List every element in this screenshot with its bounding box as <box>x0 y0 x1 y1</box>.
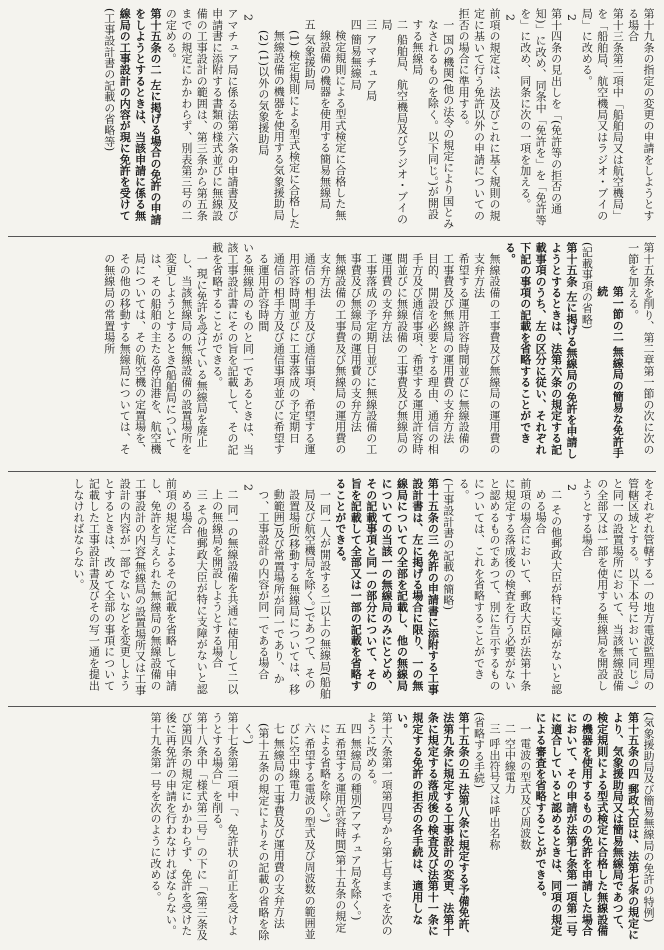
paragraph: 前項の場合において、郵政大臣が法第十条に規定する落成後の検査を行う必要がないと認めるものであつて、別に告示するものについては、これを省略することができる。 <box>457 478 532 691</box>
paragraph: 第十八条中「様式第二号」の下に「(第三条及び第四条の規定にかかわらず、免許を受けた後に再免許の申請を行わなければならない。 <box>164 712 209 941</box>
paragraph: (記載事項の省略) <box>580 242 594 330</box>
paragraph: アマチュア局に係る法第六条の申請書及び申請書に添附する書類の様式並びに無線設備の工事設計の範囲は、第三条から第五条までの規定にかかわらず、別表第三号の二の定める。 <box>164 8 240 221</box>
paragraph: 第十九条第一号を次のように改める。 <box>149 712 162 903</box>
paragraph: 目的、開設を必要とする理由、通信の相手方及び通信事項、希望する運用許容時間並びに無線設備の工事費及び無線局の運用費の支弁方法 <box>380 253 440 455</box>
paragraph: 無線設備の工事費及び無線局の運用費の支弁方法 <box>472 253 501 455</box>
paragraph: (工事設計書の記載の簡略) <box>441 478 455 611</box>
paragraph: (2) (1)以外の気象援助局 <box>256 30 270 156</box>
paragraph: 三 その他郵政大臣が特に支障がないと認める場合 <box>179 489 209 695</box>
paragraph: 無線設備の工事費及び無線局の運用費の支弁方法 <box>318 253 347 455</box>
paragraph: 四 無線局の種別(アマチュア局を除く。) <box>349 723 363 921</box>
paragraph: 2 <box>503 14 517 22</box>
paragraph: いる無線局のものと同一であるときは、当該工事設計書にその旨を記載して、その記載を省略することができる。 <box>210 242 255 455</box>
paragraph: 第十六条第一項第四号から第七号までを次のように改める。 <box>364 712 394 936</box>
paragraph: 通信の相手方及び通信事項、希望する運用許容時間並びに工事落成の予定期日 <box>287 253 317 455</box>
paragraph: 検定規則による型式検定に合格した無線設備の機器を使用する簡易無線局 <box>318 30 347 221</box>
paragraph: (1) 検定規則による型式検定に合格した無線設備の機器を使用する気象援助局 <box>272 30 301 230</box>
paragraph: 2 <box>241 14 255 22</box>
paragraph: 四 簡易無線局 <box>349 19 363 90</box>
paragraph: をそれぞれ管轄する一の地方電波監理局の管轄区域とする。以下本号において同じ。)と同一の設置場所において、当該無線設備の全部又は一部を使用する無線局を開設しようとする場合 <box>580 478 655 691</box>
paragraph: (気象援助局及び簡易無線局の免許の特例) <box>642 712 655 923</box>
paragraph: 三 呼出符号又は呼出名称 <box>487 723 501 850</box>
paragraph: 一 電波の型式及び周波数 <box>518 723 532 850</box>
paragraph: (省略する手続) <box>472 712 486 789</box>
article-heading: 第十五条の三 免許の申請書に添附する工事設計書は、左に掲げる場合に限り、一の無線局についての全部を記載し、他の無線局についての当該一の無線局のみにとどめ、その記載事項と同一の部分について、その旨を記載して全部又は一部の記載を省略することができる。 <box>333 478 440 695</box>
article-heading: 第十五条 左に掲げる無線局の免許を申請しようとするときは、法第六条の規定する記載事項のうち、左の区分に従い、それぞれ下記の事項の記載を省略することができる。 <box>503 242 578 459</box>
paragraph: 二 船舶局、航空機局及びラジオ・ブイの局 <box>380 19 409 225</box>
paragraph: 六 希望する電波の型式及び周波数の範囲並びに空中線電力 <box>287 723 317 940</box>
paragraph: 第十七条第二項中「、免許状の訂正を受けようとする場合」を削る。 <box>210 712 240 936</box>
paragraph: 工事落成の予定期日並びに無線設備の工事費及び無線局の運用費の支弁方法 <box>349 253 378 455</box>
paragraph: 一 国の機関(他の法令の規定により国とみなされるものを除く。以下同じ。)が開設する無線局 <box>410 19 455 229</box>
paragraph: 通信の相手方及び通信事項並びに希望する運用許容時間 <box>256 253 286 455</box>
paragraph: 2 <box>241 484 255 492</box>
paragraph: 七 無線局の工事費及び運用費の支弁方法(第十五条の規定によりその記載の省略を除く。) <box>241 723 286 941</box>
paragraph: 五 希望する運用許容時間(第十五条の規定による省略を除く。) <box>318 723 347 933</box>
paragraph: 第十九条の指定の変更の申請をしようとする場合 <box>626 8 655 221</box>
article-heading: 第十五条の五 法第八条に規定する予備免許、法第九条に規定する工事設計の変更、法第十条に規定する落成後の検査及び法第十一条に規定する免許の拒否の各手続は、適用しない。 <box>395 712 471 941</box>
article-heading: 第十五条の四 郵政大臣は、法第七条の規定により、気象援助局又は簡易無線局であつて、検定規則による型式検定に合格した無線設備の機器を使用するものの免許を申請した場合において、その申請が法第七条第一項第二号に適合していると認めるときは、同項の規定による審査を省略することができる。 <box>534 712 640 941</box>
paragraph: 第十三条第二項中「船舶局又は航空機局」を「船舶局、航空機局又はラジオ・ブイの局」に改める。 <box>580 8 625 221</box>
text-tier-4 <box>8 712 656 942</box>
paragraph: 希望する運用許容時間並びに無線設備の工事費及び無線局の運用費の支弁方法 <box>441 253 471 455</box>
text-tier-3 <box>8 478 656 700</box>
paragraph: 二 空中線電力 <box>503 723 517 794</box>
paragraph: 前項の規定は、法及びこれに基く規則の規定に基いて行う免許以外の申請についての拒否の場合に準用する。 <box>457 8 501 221</box>
tier-divider <box>8 471 656 472</box>
section-heading: 第一節の二 無線局の簡易な免許手続 <box>595 286 625 459</box>
text-tier-2 <box>8 242 656 464</box>
tier-divider <box>8 236 656 237</box>
paragraph: 2 <box>564 484 578 492</box>
article-heading: 第十五条の二 左に掲げる場合の免許の申請をしようとするときは、当該申請に係る無線局の工事設計の内容が現に免許を受けて <box>118 8 162 225</box>
paragraph: 一 現に免許を受けている無線局を廃止し、当該無線局の無線設備の設置場所を変更しようとするとき(船舶局については、その船舶の主たる停泊港を、航空機局については、その航空機の定置場を、その他の移動する無線局については、その無線局の常置場所 <box>102 253 209 455</box>
paragraph: 2 <box>564 14 578 22</box>
paragraph: 第十四条の見出しを「(免許等の拒否の通知)」に改め、同条中「免許を」を「免許等を」に改め、同条に次の一項を加える。 <box>518 8 563 226</box>
paragraph: (工事設計書の記載の省略等) <box>102 8 116 152</box>
paragraph: 前項の規定によるその記載を省略して申請し、免許を与えられた無線局の無線設備の工事設計の内容(無線局の設置場所又は工事設計の内容が一部でないなどを変更しようとするときは、改めて全部の事項について記載した工事設計書及びその写一通を提出しなければならない。 <box>71 478 178 696</box>
tier-divider <box>8 706 656 707</box>
text-tier-1 <box>8 8 656 230</box>
paragraph: 三 アマチュア局 <box>364 19 378 102</box>
paragraph: 一 同一人が開設する二以上の無線局(船舶局及び航空機局を除く。)であつて、その設置場所(移動する無線局については、移動範囲)及び常置場所が同一であり、かつ、工事設計の内容が同一である場合 <box>256 489 332 699</box>
paragraph: 五 気象援助局 <box>303 19 317 90</box>
paragraph: 二 その他郵政大臣が特に支障がないと認める場合 <box>534 489 563 695</box>
paragraph: 二 同一の無線設備を共通に使用して二以上の無線局を開設しようとする場合 <box>210 489 240 695</box>
paragraph: 第十五条を削り、第二章第一節の次に次の一節を加える。 <box>626 242 655 455</box>
